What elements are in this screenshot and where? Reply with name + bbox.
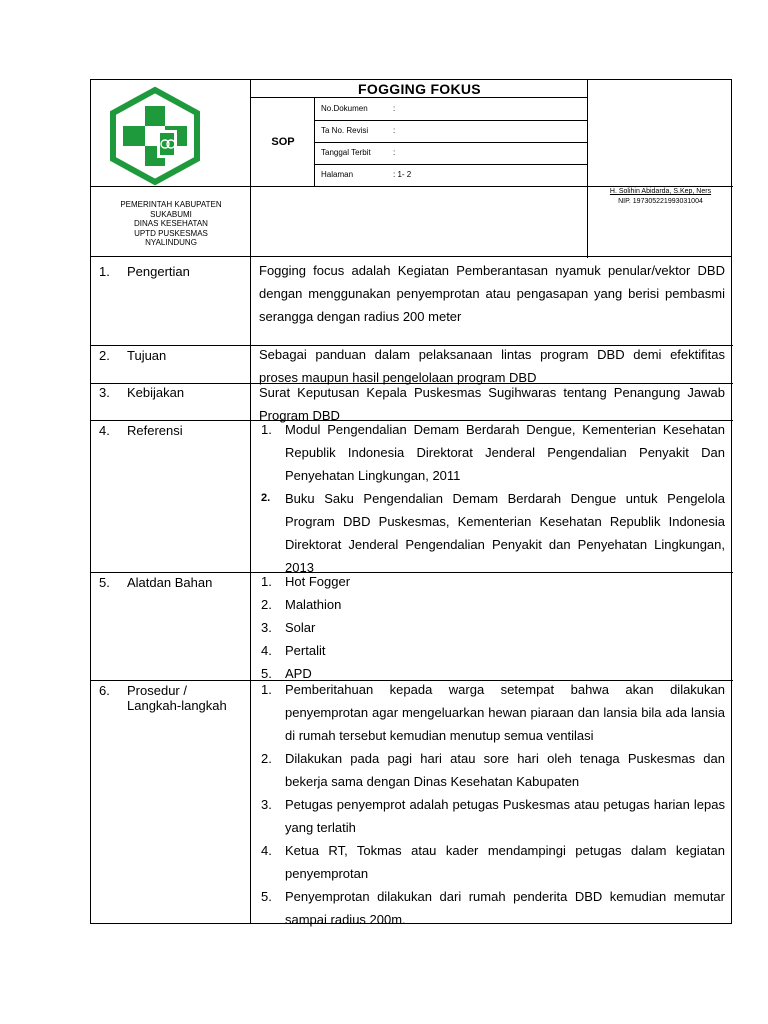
list-item: 3. Petugas penyemprot adalah petugas Puskesmas atau petugas harian lepas yang terlatih	[261, 797, 725, 835]
section-label-referensi: 4. Referensi	[99, 423, 183, 438]
list-item: 2. Buku Saku Pengendalian Demam Berdarah Dengue untuk Pengelola Program DBD Puskesmas, Kementerian Kesehatan Republik Indonesia Direktorat Jenderal Pengendalian Penyakit dan Penyehatan Lingkungan, 2013	[261, 491, 725, 575]
document-title: FOGGING FOKUS	[358, 81, 481, 97]
list-item: 2. Dilakukan pada pagi hari atau sore hari oleh tenaga Puskesmas dan bekerja sama dengan Dinas Kesehatan Kabupaten	[261, 751, 725, 789]
section-label-kebijakan: 3. Kebijakan	[99, 385, 185, 400]
section-label-alat-bahan: 5. Alatdan Bahan	[99, 575, 213, 590]
list-item: 1. Pemberitahuan kepada warga setempat bahwa akan dilakukan penyemprotan agar mengeluarkan hewan piaraan dan lansia bila ada lansia di rumah tersebut kemudian menutup semua ventilasi	[261, 682, 725, 743]
list-item: 1. Hot Fogger	[261, 574, 351, 589]
sop-header-table	[90, 79, 732, 257]
section-text-tujuan: Sebagai panduan dalam pelaksanaan lintas program DBD demi efektifitas proses maupun hasil pengelolaan program DBD	[259, 347, 725, 385]
sop-content-table	[90, 257, 732, 927]
organization-name: PEMERINTAH KABUPATEN SUKABUMI DINAS KESEHATAN UPTD PUSKESMAS NYALINDUNG	[120, 200, 222, 247]
sop-label: SOP	[271, 136, 295, 148]
meta-no-revisi: Ta No. Revisi :	[321, 126, 396, 135]
meta-halaman: Halaman : 1- 2	[321, 170, 412, 179]
list-item: 5. APD	[261, 666, 312, 681]
section-label-pengertian: 1. Pengertian	[99, 264, 190, 279]
puskesmas-logo	[91, 80, 251, 186]
alat-bahan-list	[259, 570, 725, 685]
section-label-prosedur: 6. Prosedur / Langkah-langkah	[99, 683, 227, 713]
list-item: 4. Pertalit	[261, 643, 326, 658]
puskesmas-logo-icon	[105, 86, 205, 186]
signer-name: H. Solihin Abidarda, S.Kep, Ners	[609, 188, 712, 195]
prosedur-list	[259, 678, 725, 931]
meta-tanggal-terbit: Tanggal Terbit :	[321, 148, 396, 157]
signer-nip: NIP. 197305221993031004	[618, 198, 703, 205]
section-text-pengertian: Fogging focus adalah Kegiatan Pemberantasan nyamuk penular/vektor DBD dengan menggunakan penyemprotan atau pengasapan yang berisi pembasmi serangga dengan radius 200 meter	[259, 263, 725, 324]
list-item: 2. Malathion	[261, 597, 342, 612]
signer-block	[588, 186, 733, 258]
meta-no-dokumen: No.Dokumen :	[321, 104, 396, 113]
list-item: 3. Solar	[261, 620, 316, 635]
list-item: 4. Ketua RT, Tokmas atau kader mendampingi petugas dalam kegiatan penyemprotan	[261, 843, 725, 881]
section-label-tujuan: 2. Tujuan	[99, 348, 167, 363]
list-item: 1. Modul Pengendalian Demam Berdarah Dengue, Kementerian Kesehatan Republik Indonesia Direktorat Jenderal Pengendalian Penyakit Dan Penyehatan Lingkungan, 2011	[261, 422, 725, 483]
list-item: 5. Penyemprotan dilakukan dari rumah penderita DBD kemudian memutar sampai radius 200m.	[261, 889, 725, 927]
section-text-kebijakan: Surat Keputusan Kepala Puskesmas Sugihwaras tentang Penangung Jawab Program DBD	[259, 385, 725, 423]
referensi-list	[259, 418, 725, 579]
